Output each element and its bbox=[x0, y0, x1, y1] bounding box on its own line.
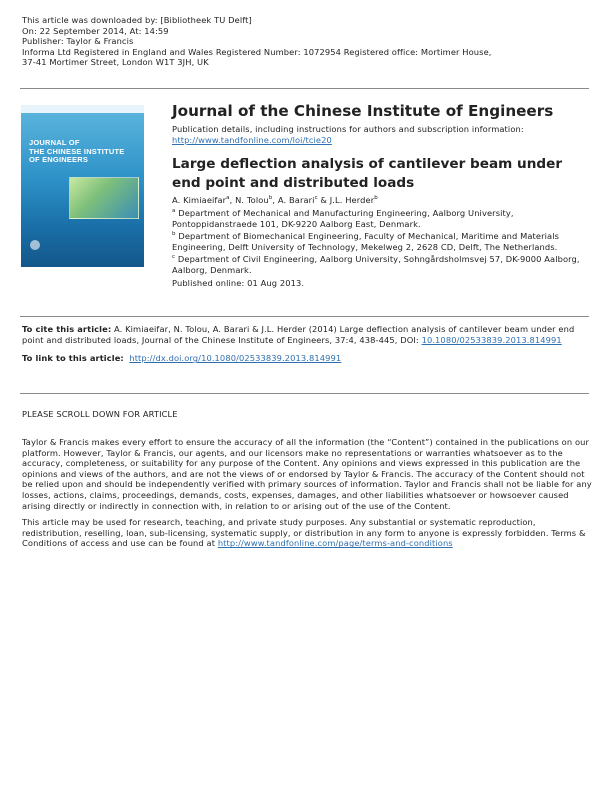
cover-top-bar bbox=[21, 105, 144, 113]
cover-logo-icon bbox=[27, 225, 67, 255]
download-line-3: Publisher: Taylor & Francis bbox=[22, 36, 134, 47]
publication-details bbox=[172, 124, 592, 145]
middle-divider bbox=[20, 316, 589, 317]
top-divider bbox=[20, 88, 589, 89]
download-line-1: This article was downloaded by: [Bibliotheek TU Delft] bbox=[22, 15, 252, 25]
journal-title: Journal of the Chinese Institute of Engineers bbox=[172, 102, 554, 120]
link-to-article bbox=[22, 353, 582, 364]
author-separator: , bbox=[272, 195, 278, 205]
disclaimer bbox=[22, 437, 592, 555]
publication-details-text: Publication details, including instructions for authors and subscription information: bbox=[172, 124, 524, 134]
disclaimer-paragraph-1: Taylor & Francis makes every effort to ensure the accuracy of all the information (the “Content”) contained in the publications on our platform. However, Taylor & Francis, our agents, and our licensors make no representations or warranties whatsoever as to the accuracy, completeness, or suitability for any purpose of the Content. Any opinions and views expressed in this publication are the opinions and views of the authors, and are not the views of or endorsed by Taylor & Francis. The accuracy of the Content should not be relied upon and should be independently verified with primary sources of information. Taylor and Francis shall not be liable for any losses, actions, claims, proceedings, demands, costs, expenses, damages, and other liabilities whatsoever or howsoever caused arising directly or indirectly in connection with, in relation to or arising out of the use of the Content. bbox=[22, 437, 592, 511]
affiliations bbox=[172, 208, 592, 288]
affiliation-item bbox=[172, 231, 592, 252]
published-date: Published online: 01 Aug 2013. bbox=[172, 277, 305, 288]
journal-link[interactable]: http://www.tandfonline.com/loi/tcie20 bbox=[172, 134, 332, 145]
cover-title-line-2: THE CHINESE INSTITUTE bbox=[29, 146, 125, 156]
affiliation-mark: b bbox=[172, 231, 176, 238]
author-separator: & bbox=[317, 195, 330, 205]
cite-label: To cite this article: bbox=[22, 324, 112, 334]
cite-doi-link[interactable]: 10.1080/02533839.2013.814991 bbox=[421, 334, 562, 345]
affiliation-mark: a bbox=[172, 208, 176, 214]
lower-divider bbox=[20, 393, 589, 394]
author-name: A. Kimiaeifar bbox=[172, 195, 227, 205]
scroll-notice: PLEASE SCROLL DOWN FOR ARTICLE bbox=[22, 409, 178, 419]
author-affiliation-mark: b bbox=[374, 195, 378, 201]
cite-text: A. Kimiaeifar, N. Tolou, A. Barari & J.L. Herder (2014) Large deflection analysis of cantilever beam under end point and distributed loads, Journal of the Chinese Institute of Engineers, 37:4, 438-445, DOI: bbox=[22, 324, 575, 345]
download-line-2: On: 22 September 2014, At: 14:59 bbox=[22, 25, 169, 36]
article-title: Large deflection analysis of cantilever beam under end point and distributed loads bbox=[172, 156, 563, 191]
journal-cover-image bbox=[21, 105, 144, 267]
disclaimer-paragraph-2 bbox=[22, 517, 592, 549]
citation-block bbox=[22, 324, 582, 364]
authors bbox=[172, 195, 378, 206]
terms-conditions-link[interactable]: http://www.tandfonline.com/page/terms-and-conditions bbox=[217, 538, 453, 549]
affiliation-item bbox=[172, 208, 592, 229]
download-line-4: Informa Ltd Registered in England and Wales Registered Number: 1072954 Registered office: Mortimer House, bbox=[22, 46, 492, 57]
cover-title bbox=[29, 139, 139, 165]
cover-title-line-1: JOURNAL OF bbox=[29, 138, 80, 147]
author-affiliation-mark: c bbox=[314, 195, 318, 201]
author-name: J.L. Herder bbox=[329, 195, 375, 205]
author-name: N. Tolou bbox=[235, 195, 269, 205]
author-affiliation-mark: b bbox=[268, 195, 273, 201]
article-doi-link[interactable]: http://dx.doi.org/10.1080/02533839.2013.814991 bbox=[129, 353, 342, 364]
cover-title-line-3: OF ENGINEERS bbox=[29, 155, 89, 164]
affiliation-text: Department of Mechanical and Manufacturing Engineering, Aalborg University, Pontoppidanstraede 101, DK-9220 Aalborg East, Denmark. bbox=[172, 208, 514, 229]
disclaimer-paragraph-2-text: This article may be used for research, teaching, and private study purposes. Any substantial or systematic reproduction, redistribution, reselling, loan, sub-licensing, systematic supply, or distribution in any form to anyone is expressly forbidden. Terms & Conditions of access and use can be found at bbox=[22, 517, 586, 549]
cover-photo bbox=[69, 177, 139, 219]
download-line-5: 37-41 Mortimer Street, London W1T 3JH, UK bbox=[22, 57, 209, 68]
download-header bbox=[22, 15, 592, 68]
affiliation-mark: c bbox=[172, 254, 176, 261]
author-separator: , bbox=[229, 195, 236, 205]
affiliation-item bbox=[172, 254, 592, 275]
affiliation-text: Department of Biomechanical Engineering, Faculty of Mechanical, Maritime and Materials Engineering, Delft University of Technology, Mekelweg 2, 2628 CD, Delft, The Netherlands. bbox=[172, 231, 560, 252]
author-affiliation-mark: a bbox=[226, 195, 230, 201]
link-label: To link to this article: bbox=[22, 353, 124, 364]
affiliation-text: Department of Civil Engineering, Aalborg University, Sohngårdsholmsvej 57, DK-9000 Aalborg, Aalborg, Denmark. bbox=[172, 254, 580, 275]
cite-this-article bbox=[22, 324, 582, 345]
author-name: A. Barari bbox=[277, 195, 315, 205]
